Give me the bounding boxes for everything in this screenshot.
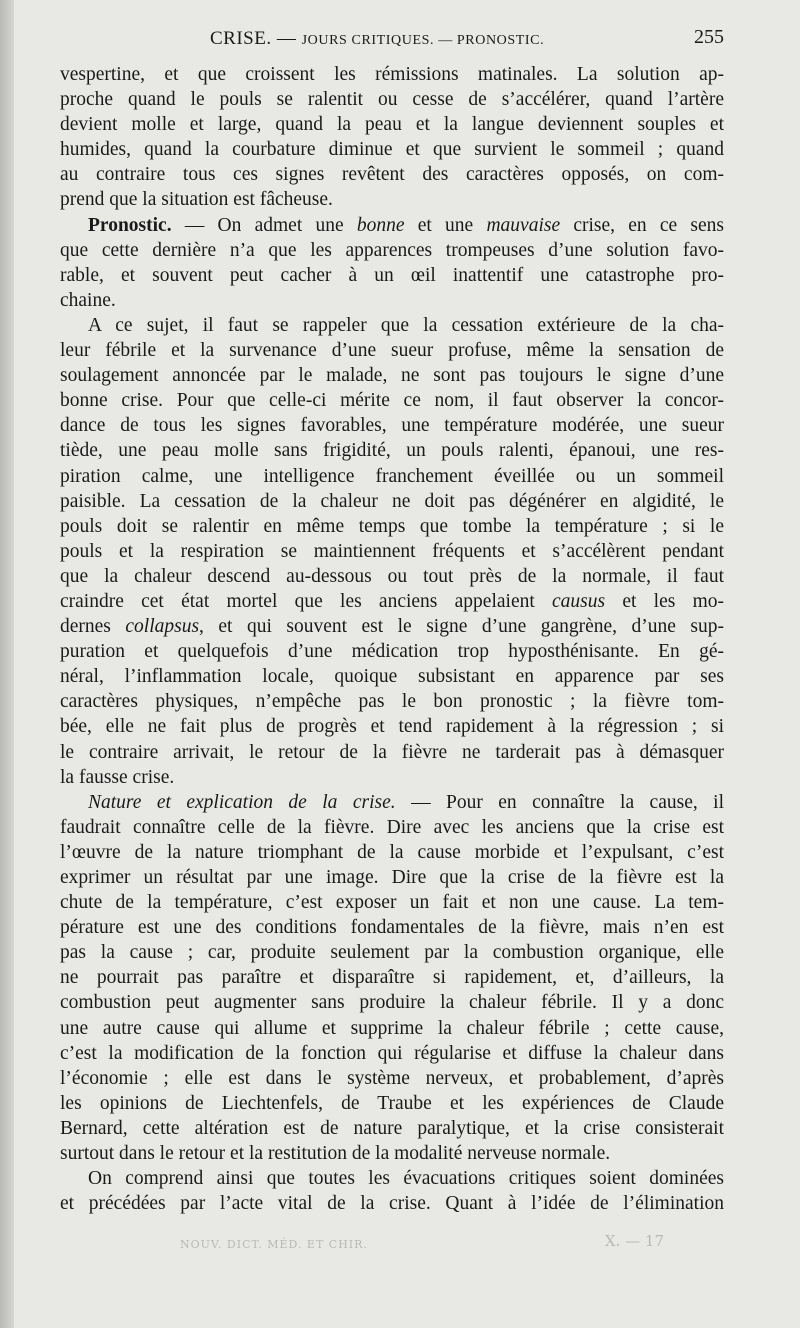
- page-footer: [60, 1228, 724, 1268]
- running-header: [60, 24, 724, 54]
- collapsus-line: [60, 614, 724, 639]
- text-fragment: craindre cet état mortel que les anciens appelaient: [60, 590, 553, 612]
- italic-word-mauvaise: mauvaise: [486, 214, 561, 236]
- page-body: [60, 62, 724, 1216]
- paragraph-pronostic: [60, 213, 724, 313]
- text-line: exprimer un résultat par une image. Dire que la crise de la fièvre est la: [60, 867, 724, 888]
- text-fragment: dernes: [60, 616, 126, 638]
- text-fragment: — On admet une: [171, 214, 357, 236]
- text-line: surtout dans le retour et la restitution de la modalité nerveuse normale.: [60, 1143, 611, 1165]
- footer-signature: NOUV. DICT. MÉD. ET CHIR.: [180, 1238, 368, 1251]
- nature-heading: Nature et explication de la crise.: [88, 791, 396, 813]
- text-line: et précédées par l’acte vital de la crise. Quant à l’idée de l’élimination: [60, 1193, 724, 1215]
- pronostic-heading: Pronostic.: [88, 214, 172, 236]
- paragraph-nature: [60, 790, 724, 1166]
- text-line: pouls doit se ralentir en même temps que tombe la température ; si le: [60, 515, 724, 537]
- text-fragment: , et qui souvent est le signe d’une gangrène, d’une sup-: [199, 616, 724, 638]
- pronostic-first-line: [60, 213, 724, 238]
- text-line: proche quand le pouls se ralentit ou cesse de s’accélérer, quand l’artère: [60, 89, 724, 111]
- italic-word-causus: causus: [552, 590, 606, 612]
- text-line: la fausse crise.: [60, 766, 175, 788]
- text-line: néral, l’inflammation locale, quoique subsistant en apparence par ses: [60, 666, 724, 688]
- page-number: 255: [694, 26, 724, 48]
- text-line: que cette dernière n’a que les apparences trompeuses d’une solution favo-: [60, 239, 724, 261]
- text-line: pas la cause ; car, produite seulement par la combustion organique, elle: [60, 942, 724, 964]
- text-line: pouls et la respiration se maintiennent fréquents et s’accélèrent pendant: [60, 540, 724, 562]
- text-line: vespertine, et que croissent les rémissions matinales. La solution ap-: [60, 64, 724, 85]
- text-line: tiède, une peau molle sans frigidité, un pouls ralenti, épanoui, une res-: [60, 440, 724, 462]
- paragraph-1: [60, 62, 724, 213]
- text-line: combustion peut augmenter sans produire la chaleur fébrile. Il y a donc: [60, 992, 724, 1014]
- text-line: chaine.: [60, 289, 116, 311]
- text-line: l’œuvre de la nature triomphant de la cause morbide et l’expulsant, c’est: [60, 841, 724, 863]
- text-line: chute de la température, c’est exposer un fait et non une cause. La tem-: [60, 892, 724, 914]
- italic-word-collapsus: collapsus: [125, 616, 200, 638]
- page-gutter-shadow: [0, 0, 14, 1328]
- paragraph-3: [60, 313, 724, 790]
- text-line: faudrait connaître celle de la fièvre. Dire avec les anciens que la crise est: [60, 816, 724, 838]
- running-title: [210, 28, 544, 50]
- text-line: paisible. La cessation de la chaleur ne doit pas dégénérer en algidité, le: [60, 490, 724, 512]
- causus-line: [60, 589, 724, 614]
- text-line: Bernard, cette altération est de nature paralytique, et la crise consisterait: [60, 1117, 724, 1139]
- text-fragment: crise, en ce sens: [560, 214, 725, 236]
- running-title-sub: JOURS CRITIQUES. — PRONOSTIC.: [301, 33, 545, 48]
- text-line: A ce sujet, il faut se rappeler que la cessation extérieure de la cha-: [88, 314, 724, 336]
- text-line: une autre cause qui allume et supprime la chaleur fébrile ; cette cause,: [60, 1017, 724, 1039]
- text-line: leur fébrile et la survenance d’une sueur profuse, même la sensation de: [60, 340, 724, 362]
- text-line: c’est la modification de la fonction qui régularise et diffuse la chaleur dans: [60, 1042, 724, 1064]
- text-line: rable, et souvent peut cacher à un œil inattentif une catastrophe pro-: [60, 264, 724, 286]
- paragraph-last: [60, 1166, 724, 1216]
- text-line: caractères physiques, n’empêche pas le bon pronostic ; la fièvre tom-: [60, 691, 724, 713]
- text-fragment: et les mo-: [605, 590, 724, 612]
- text-line: pérature est une des conditions fondamentales de la fièvre, mais n’en est: [60, 917, 724, 939]
- text-fragment: — Pour en connaître la cause, il: [395, 791, 724, 813]
- text-line: puration et quelquefois d’une médication trop hyposthénisante. En gé-: [60, 641, 724, 663]
- text-line: le contraire arrivait, le retour de la fièvre ne tarderait pas à démasquer: [60, 741, 724, 763]
- text-line: l’économie ; elle est dans le système nerveux, et probablement, d’après: [60, 1067, 724, 1089]
- text-line: ne pourrait pas paraître et disparaître si rapidement, et, d’ailleurs, la: [60, 967, 724, 989]
- text-line: bée, elle ne fait plus de progrès et tend rapidement à la régression ; si: [60, 716, 724, 738]
- text-line: On comprend ainsi que toutes les évacuations critiques soient dominées: [88, 1168, 724, 1190]
- running-title-main: CRISE. —: [210, 28, 302, 49]
- text-line: prend que la situation est fâcheuse.: [60, 189, 333, 211]
- text-fragment: et une: [404, 214, 487, 236]
- text-line: piration calme, une intelligence franchement éveillée ou un sommeil: [60, 465, 724, 487]
- italic-word-bonne: bonne: [356, 214, 405, 236]
- text-line: au contraire tous ces signes revêtent des caractères opposés, on com-: [60, 164, 724, 186]
- footer-sheet-mark: X. — 17: [604, 1232, 664, 1250]
- text-line: les opinions de Liechtenfels, de Traube et les expériences de Claude: [60, 1092, 724, 1114]
- nature-first-line: [60, 790, 724, 815]
- text-line: bonne crise. Pour que celle-ci mérite ce nom, il faut observer la concor-: [60, 390, 724, 412]
- text-line: devient molle et large, quand la peau et la langue deviennent souples et: [60, 114, 724, 136]
- text-line: que la chaleur descend au-dessous ou tout près de la normale, il faut: [60, 565, 724, 587]
- text-line: soulagement annoncée par le malade, ne sont pas toujours le signe d’une: [60, 365, 724, 387]
- text-line: dance de tous les signes favorables, une température modérée, une sueur: [60, 415, 724, 437]
- text-line: humides, quand la courbature diminue et que survient le sommeil ; quand: [60, 139, 724, 161]
